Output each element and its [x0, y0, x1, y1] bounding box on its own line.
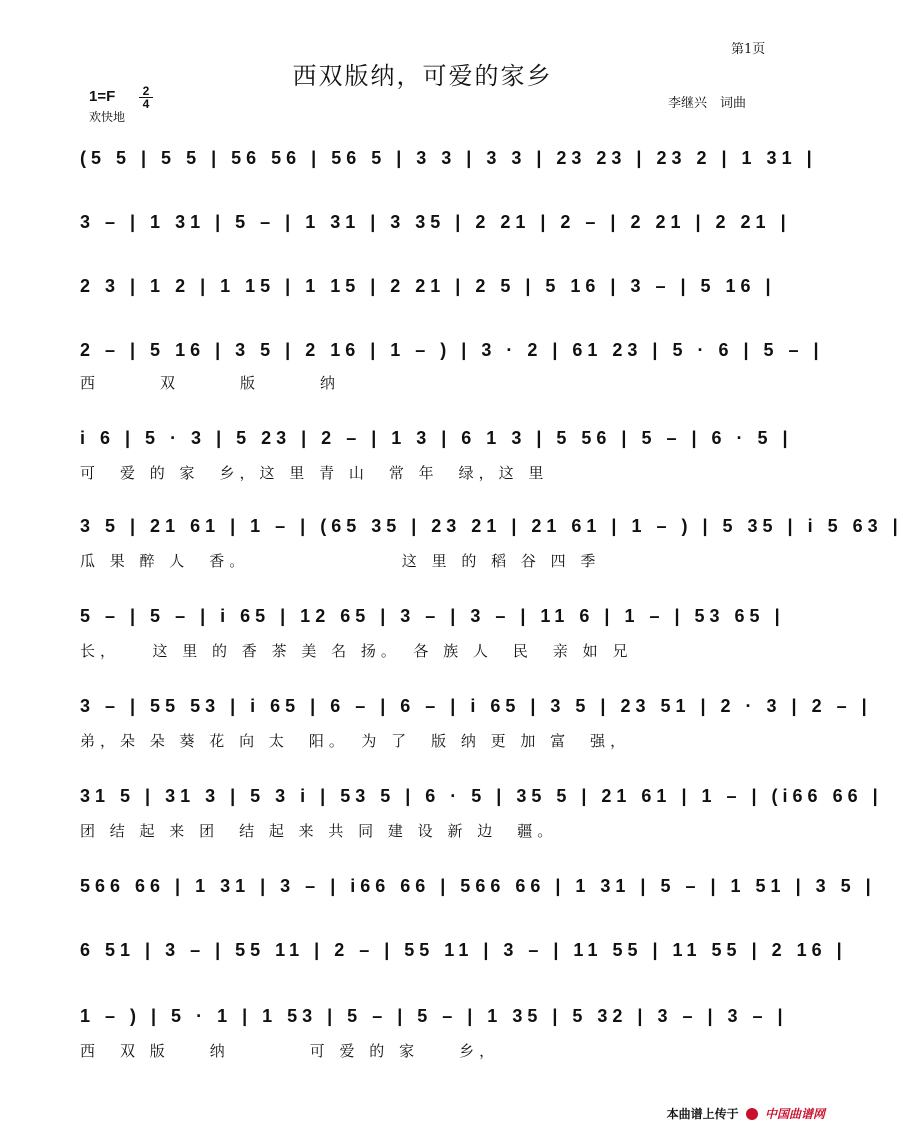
- lyric-line-8: 弟，朵 朵 葵 花 向 太 阳。 为 了 版 纳 更 加 富 强，: [80, 732, 631, 750]
- score-line-4: 2 – | 5 16 | 3 5 | 2 16 | 1 – ) | 3 · 2 | 61 23 | 5 · 6 | 5 – |: [80, 340, 824, 360]
- score-line-8: 3 – | 55 53 | i 65 | 6 – | 6 – | i 65 | 3 5 | 23 51 | 2 · 3 | 2 – |: [80, 696, 872, 716]
- meter-numerator: 2: [142, 84, 150, 98]
- lyric-line-4: 西 双 版 纳: [80, 374, 341, 392]
- meter-denominator: 4: [139, 97, 153, 110]
- lyric-line-5: 可 爱 的 家 乡，这 里 青 山 常 年 绿，这 里: [80, 464, 549, 482]
- site-logo-icon: [746, 1108, 758, 1120]
- score-line-7: 5 – | 5 – | i 65 | 12 65 | 3 – | 3 – | 11 6 | 1 – | 53 65 |: [80, 606, 785, 626]
- page-number: 第1页: [731, 42, 766, 57]
- score-line-3: 2 3 | 1 2 | 1 15 | 1 15 | 2 21 | 2 5 | 5 16 | 3 – | 5 16 |: [80, 276, 776, 296]
- score-line-5: i 6 | 5 · 3 | 5 23 | 2 – | 1 3 | 6 1 3 | 5 56 | 5 – | 6 · 5 |: [80, 428, 793, 448]
- score-line-1: (5 5 | 5 5 | 56 56 | 56 5 | 3 3 | 3 3 | 23 23 | 23 2 | 1 31 |: [80, 148, 817, 168]
- score-line-6: 3 5 | 21 61 | 1 – | (65 35 | 23 21 | 21 61 | 1 – ) | 5 35 | i 5 63 |: [80, 516, 903, 536]
- lyric-line-9: 团 结 起 来 团 结 起 来 共 同 建 设 新 边 疆。: [80, 822, 558, 840]
- score-line-11: 6 51 | 3 – | 55 11 | 2 – | 55 11 | 3 – | 11 55 | 11 55 | 2 16 |: [80, 940, 847, 960]
- key-signature: 1=F: [89, 88, 116, 105]
- score-line-10: 566 66 | 1 31 | 3 – | i66 66 | 566 66 | 1 31 | 5 – | 1 51 | 3 5 |: [80, 876, 876, 896]
- lyric-line-6: 瓜 果 醉 人 香。 这 里 的 稻 谷 四 季: [80, 552, 601, 570]
- tempo-marking: 欢快地: [89, 110, 126, 124]
- site-name: 中国曲谱网: [764, 1107, 825, 1121]
- author-credit: 李继兴 词曲: [668, 96, 747, 111]
- score-line-2: 3 – | 1 31 | 5 – | 1 31 | 3 35 | 2 21 | 2 – | 2 21 | 2 21 |: [80, 212, 791, 232]
- score-line-12: 1 – ) | 5 · 1 | 1 53 | 5 – | 5 – | 1 35 | 5 32 | 3 – | 3 – |: [80, 1006, 788, 1026]
- score-line-9: 31 5 | 31 3 | 5 3 i | 53 5 | 6 · 5 | 35 5 | 21 61 | 1 – | (i66 66 |: [80, 786, 883, 806]
- lyric-line-7: 长， 这 里 的 香 茶 美 名 扬。 各 族 人 民 亲 如 兄: [80, 642, 633, 660]
- upload-text: 本曲谱上传于: [666, 1107, 739, 1121]
- time-signature: [139, 85, 153, 110]
- footer-credit: [667, 1105, 825, 1122]
- song-title: 西双版纳，可爱的家乡: [292, 62, 553, 90]
- lyric-line-12: 西 双 版 纳 可 爱 的 家 乡，: [80, 1042, 500, 1060]
